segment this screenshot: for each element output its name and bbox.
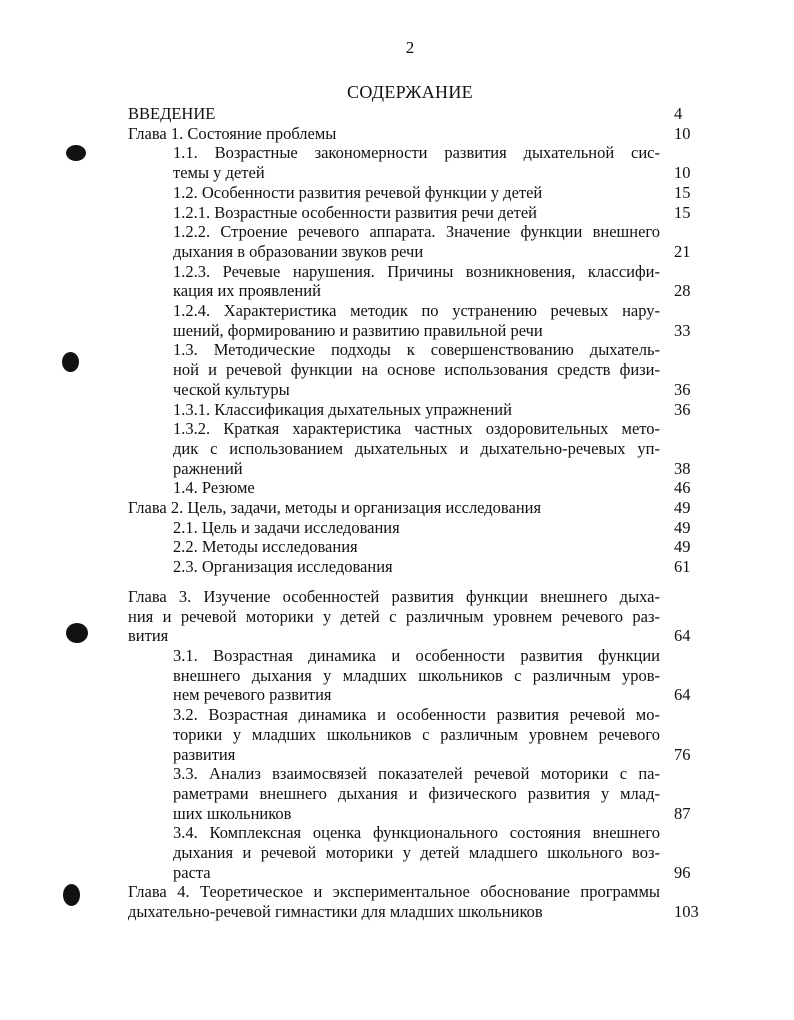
toc-entry-title — [173, 823, 660, 882]
toc-page-number: 15 — [674, 182, 691, 202]
toc-section-entry — [0, 301, 794, 340]
toc-chapter-entry — [0, 104, 794, 124]
toc-entry-title — [128, 124, 660, 144]
toc-entry-line: 2.3. Организация исследования — [173, 557, 393, 577]
toc-entry-line: 3.2. Возрастная динамика и особенности развития речевой мо- — [173, 705, 660, 725]
toc-entry-title — [173, 537, 660, 557]
toc-page-number: 46 — [674, 478, 691, 498]
toc-entry-title — [128, 498, 660, 518]
toc-entry-line: развития — [173, 744, 236, 764]
toc-entry-line: 1.3. Методические подходы к совершенствованию дыхатель- — [173, 340, 660, 360]
toc-section-entry — [0, 478, 794, 498]
toc-entry-line: 3.4. Комплексная оценка функционального состояния внешнего — [173, 823, 660, 843]
toc-entry-line: 1.3.1. Классификация дыхательных упражнений — [173, 399, 512, 419]
toc-entry-title — [173, 646, 660, 705]
toc-entry-title — [173, 518, 660, 538]
toc-entry-title — [173, 301, 660, 340]
toc-entry-title — [173, 222, 660, 261]
toc-entry-line: ной и речевой функции на основе использования средств физи- — [173, 360, 660, 380]
toc-entry-line: шений, формированию и развитию правильной речи — [173, 320, 543, 340]
toc-section-entry — [0, 419, 794, 478]
toc-entry-line: 1.2.3. Речевые нарушения. Причины возникновения, классифи- — [173, 261, 660, 281]
toc-page-number: 21 — [674, 241, 691, 261]
toc-page-number: 64 — [674, 626, 691, 646]
toc-entry-title — [173, 183, 660, 203]
punch-hole-mark — [66, 145, 86, 161]
toc-page-number: 96 — [674, 862, 691, 882]
toc-entry-line: 1.1. Возрастные закономерности развития дыхательной сис- — [173, 143, 660, 163]
toc-entry-title — [173, 400, 660, 420]
toc-page-number: 10 — [674, 163, 691, 183]
toc-entry-line: ческой культуры — [173, 379, 290, 399]
toc-entry-line: Глава 1. Состояние проблемы — [128, 123, 337, 143]
toc-entry-title — [128, 882, 660, 921]
toc-page-number: 49 — [674, 517, 691, 537]
toc-entry-line: Глава 2. Цель, задачи, методы и организация исследования — [128, 498, 542, 518]
toc-entry-title — [173, 262, 660, 301]
toc-section-entry — [0, 183, 794, 203]
toc-entry-line: раметрами внешнего дыхания и физического развития у млад- — [173, 783, 660, 803]
toc-page-number: 15 — [674, 202, 691, 222]
toc-entry-line: дик с использованием дыхательных и дыхательно-речевых уп- — [173, 438, 660, 458]
toc-entry-line: вития — [128, 626, 169, 646]
section-gap — [0, 577, 794, 587]
toc-entry-title — [173, 419, 660, 478]
toc-entry-line: 3.3. Анализ взаимосвязей показателей речевой моторики с па- — [173, 764, 660, 784]
toc-section-entry — [0, 143, 794, 182]
toc-entry-line: 1.2. Особенности развития речевой функции у детей — [173, 182, 543, 202]
page-number: 2 — [405, 38, 415, 57]
toc-chapter-entry — [0, 124, 794, 144]
toc-section-entry — [0, 557, 794, 577]
toc-entry-line: 1.2.4. Характеристика методик по устранению речевых нару- — [173, 301, 660, 321]
toc-page-number: 28 — [674, 281, 691, 301]
toc-page-number: 103 — [674, 902, 699, 922]
toc-entry-title — [173, 705, 660, 764]
toc-entry-line: 1.3.2. Краткая характеристика частных оздоровительных мето- — [173, 419, 660, 439]
toc-section-entry — [0, 222, 794, 261]
toc-entry-line: ния и речевой моторики у детей с различным уровнем речевого раз- — [128, 606, 660, 626]
toc-entry-line: ражнений — [173, 458, 243, 478]
toc-page-number: 36 — [674, 379, 691, 399]
toc-title: СОДЕРЖАНИЕ — [347, 82, 473, 102]
toc-section-entry — [0, 823, 794, 882]
toc-entry-line: 1.2.2. Строение речевого аппарата. Значение функции внешнего — [173, 222, 660, 242]
toc-entry-line: темы у детей — [173, 163, 265, 183]
toc-entry-title — [173, 203, 660, 223]
toc-section-entry — [0, 340, 794, 399]
toc-page-number: 33 — [674, 320, 691, 340]
toc-section-entry — [0, 537, 794, 557]
toc-section-entry — [0, 262, 794, 301]
table-of-contents — [0, 104, 794, 922]
toc-entry-line: дыхательно-речевой гимнастики для младших школьников — [128, 902, 543, 922]
toc-page-number: 38 — [674, 458, 691, 478]
toc-entry-line: 1.2.1. Возрастные особенности развития речи детей — [173, 202, 538, 222]
toc-section-entry — [0, 764, 794, 823]
toc-page-number: 4 — [674, 104, 683, 123]
toc-page-number: 61 — [674, 557, 691, 577]
toc-entry-title — [173, 143, 660, 182]
toc-entry-line: кация их проявлений — [173, 281, 321, 301]
toc-entry-line: раста — [173, 862, 211, 882]
toc-page-number: 76 — [674, 744, 691, 764]
punch-hole-mark — [62, 352, 79, 372]
toc-entry-line: Глава 3. Изучение особенностей развития функции внешнего дыха- — [128, 586, 660, 606]
toc-entry-title — [128, 587, 660, 646]
toc-entry-line: 3.1. Возрастная динамика и особенности развития функции — [173, 645, 660, 665]
toc-page-number: 64 — [674, 685, 691, 705]
toc-entry-title — [128, 104, 660, 124]
toc-chapter-entry — [0, 587, 794, 646]
toc-entry-line: нем речевого развития — [173, 685, 332, 705]
toc-section-entry — [0, 400, 794, 420]
toc-page-number: 36 — [674, 399, 691, 419]
toc-entry-line: 2.1. Цель и задачи исследования — [173, 517, 400, 537]
toc-entry-title — [173, 557, 660, 577]
toc-page-number: 10 — [674, 123, 691, 143]
toc-entry-title — [173, 478, 660, 498]
toc-entry-title — [173, 340, 660, 399]
toc-section-entry — [0, 705, 794, 764]
toc-entry-line: Глава 4. Теоретическое и экспериментальное обоснование программы — [128, 882, 660, 902]
toc-section-entry — [0, 646, 794, 705]
toc-page-number: 49 — [674, 537, 691, 557]
toc-chapter-entry — [0, 498, 794, 518]
toc-entry-line: дыхания и речевой моторики у детей младшего школьного воз- — [173, 843, 660, 863]
toc-entry-line: торики у младших школьников с различным уровнем речевого — [173, 724, 660, 744]
toc-entry-line: 2.2. Методы исследования — [173, 537, 358, 557]
toc-page-number: 87 — [674, 803, 691, 823]
toc-entry-line: дыхания в образовании звуков речи — [173, 241, 424, 261]
toc-section-entry — [0, 518, 794, 538]
toc-entry-line: 1.4. Резюме — [173, 478, 255, 498]
punch-hole-mark — [63, 884, 80, 906]
toc-page-number: 49 — [674, 498, 691, 518]
punch-hole-mark — [66, 623, 88, 643]
toc-entry-line: ших школьников — [173, 803, 292, 823]
toc-entry-line: ВВЕДЕНИЕ — [128, 104, 216, 123]
toc-entry-title — [173, 764, 660, 823]
toc-chapter-entry — [0, 882, 794, 921]
toc-entry-line: внешнего дыхания у младших школьников с различным уров- — [173, 665, 660, 685]
toc-section-entry — [0, 203, 794, 223]
